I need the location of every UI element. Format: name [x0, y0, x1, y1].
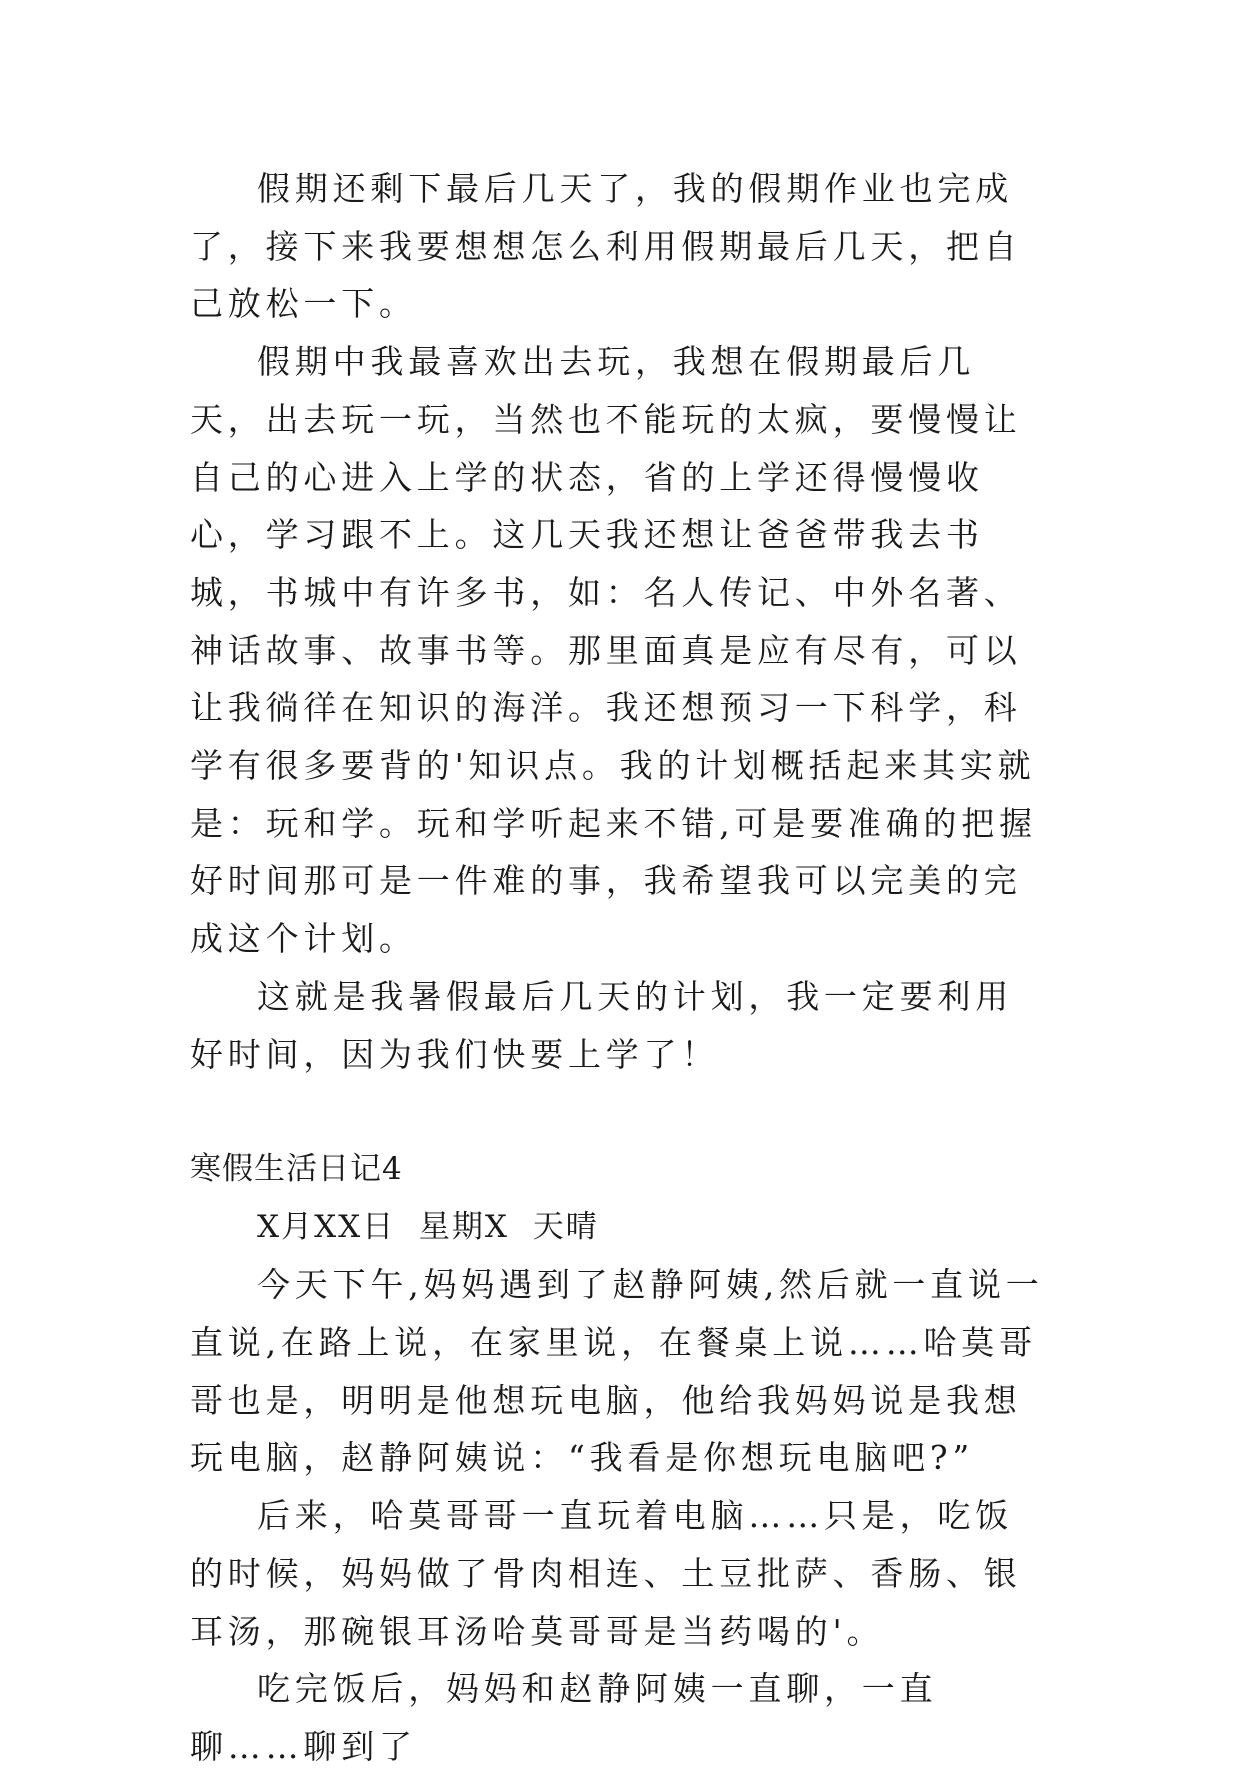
blank-line	[190, 1083, 1050, 1141]
document-body	[190, 160, 1050, 1776]
paragraph-holiday-plan: 假期中我最喜欢出去玩，我想在假期最后几天，出去玩一玩，当然也不能玩的太疯，要慢慢让自己的心进入上学的状态，省的上学还得慢慢收心，学习跟不上。这几天我还想让爸爸带我去书城，书城中有许多书，如：名人传记、中外名著、神话故事、故事书等。那里面真是应有尽有，可以让我徜徉在知识的海洋。我还想预习一下科学，科学有很多要背的'知识点。我的计划概括起来其实就是：玩和学。玩和学听起来不错,可是要准确的把握好时间那可是一件难的事，我希望我可以完美的完成这个计划。	[190, 342, 1037, 959]
diary-date-line: X月XX日 星期X 天晴	[257, 1208, 599, 1245]
paragraph-plan-summary: 这就是我暑假最后几天的计划，我一定要利用好时间，因为我们快要上学了！	[190, 976, 1013, 1074]
paragraph-afternoon: 今天下午,妈妈遇到了赵静阿姨,然后就一直说一直说,在路上说，在家里说，在餐桌上说……哈莫哥哥也是，明明是他想玩电脑，他给我妈妈说是我想玩电脑，赵静阿姨说：“我看是你想玩电脑吧?”	[190, 1265, 1044, 1478]
section-title: 寒假生活日记4	[190, 1150, 403, 1187]
paragraph-after-dinner: 吃完饭后，妈妈和赵静阿姨一直聊，一直聊……聊到了	[190, 1669, 938, 1766]
paragraph-holiday-remaining: 假期还剩下最后几天了，我的假期作业也完成了，接下来我要想想怎么利用假期最后几天，把自己放松一下。	[190, 169, 1022, 324]
paragraph-dinner: 后来，哈莫哥哥一直玩着电脑……只是，吃饭的时候，妈妈做了骨肉相连、土豆批萨、香肠、银耳汤，那碗银耳汤哈莫哥哥是当药喝的'。	[190, 1496, 1022, 1651]
